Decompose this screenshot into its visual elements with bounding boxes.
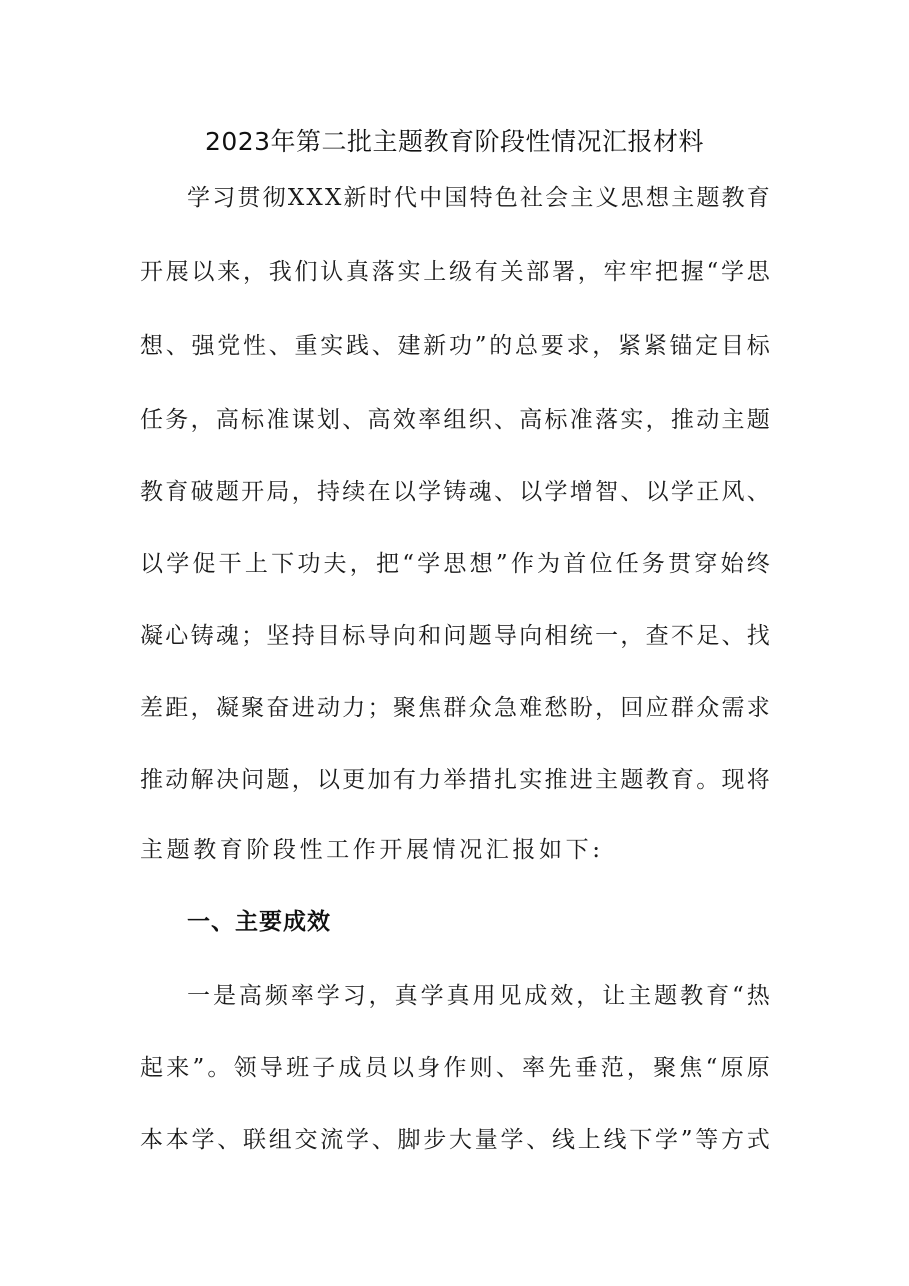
paragraph-line: 主题教育阶段性工作开展情况汇报如下: [140,837,604,863]
document-title: 2023年第二批主题教育阶段性情况汇报材料 [204,127,705,156]
paragraph-line: 想 、 强 党 性 、 重 实 践 、 建 新 功 ” 的 总 要 求 ， 紧 紧 锚 定 目 标 [140,333,770,359]
paragraph-line: 差 距 ， 凝 聚 奋 进 动 力 ； 聚 焦 群 众 急 难 愁 盼 ， 回 应 群 众 需 求 [140,695,770,721]
paragraph-line: 学 习 贯 彻 X X X 新 时 代 中 国 特 色 社 会 主 义 思 想 主 题 教 育 [187,185,770,211]
paragraph-line: 凝 心 铸 魂 ； 坚 持 目 标 导 向 和 问 题 导 向 相 统 一 ， 查 不 足 、 找 [140,623,770,649]
paragraph-line: 起 来 ” 。 领 导 班 子 成 员 以 身 作 则 、 率 先 垂 范 ， 聚 焦 “ 原 原 [140,1055,770,1081]
paragraph-line: 以 学 促 干 上 下 功 夫 ， 把 “ 学 思 想 ” 作 为 首 位 任 务 贯 穿 始 终 [140,551,770,577]
paragraph-line: 教 育 破 题 开 局 ， 持 续 在 以 学 铸 魂 、 以 学 增 智 、 以 学 正 风 、 [140,479,770,505]
paragraph-line: 推 动 解 决 问 题 ， 以 更 加 有 力 举 措 扎 实 推 进 主 题 教 育 。 现 将 [140,767,770,793]
paragraph-line: 一 是 高 频 率 学 习 ， 真 学 真 用 见 成 效 ， 让 主 题 教 育 “ 热 [187,983,770,1009]
paragraph-line: 本 本 学 、 联 组 交 流 学 、 脚 步 大 量 学 、 线 上 线 下 学 ” 等 方 式 [140,1127,770,1153]
paragraph-line: 开 展 以 来 ， 我 们 认 真 落 实 上 级 有 关 部 署 ， 牢 牢 把 握 “ 学 思 [140,259,770,285]
paragraph-line: 任 务 ， 高 标 准 谋 划 、 高 效 率 组 织 、 高 标 准 落 实 ， 推 动 主 题 [140,407,770,433]
section-heading: 一、主要成效 [187,909,331,935]
